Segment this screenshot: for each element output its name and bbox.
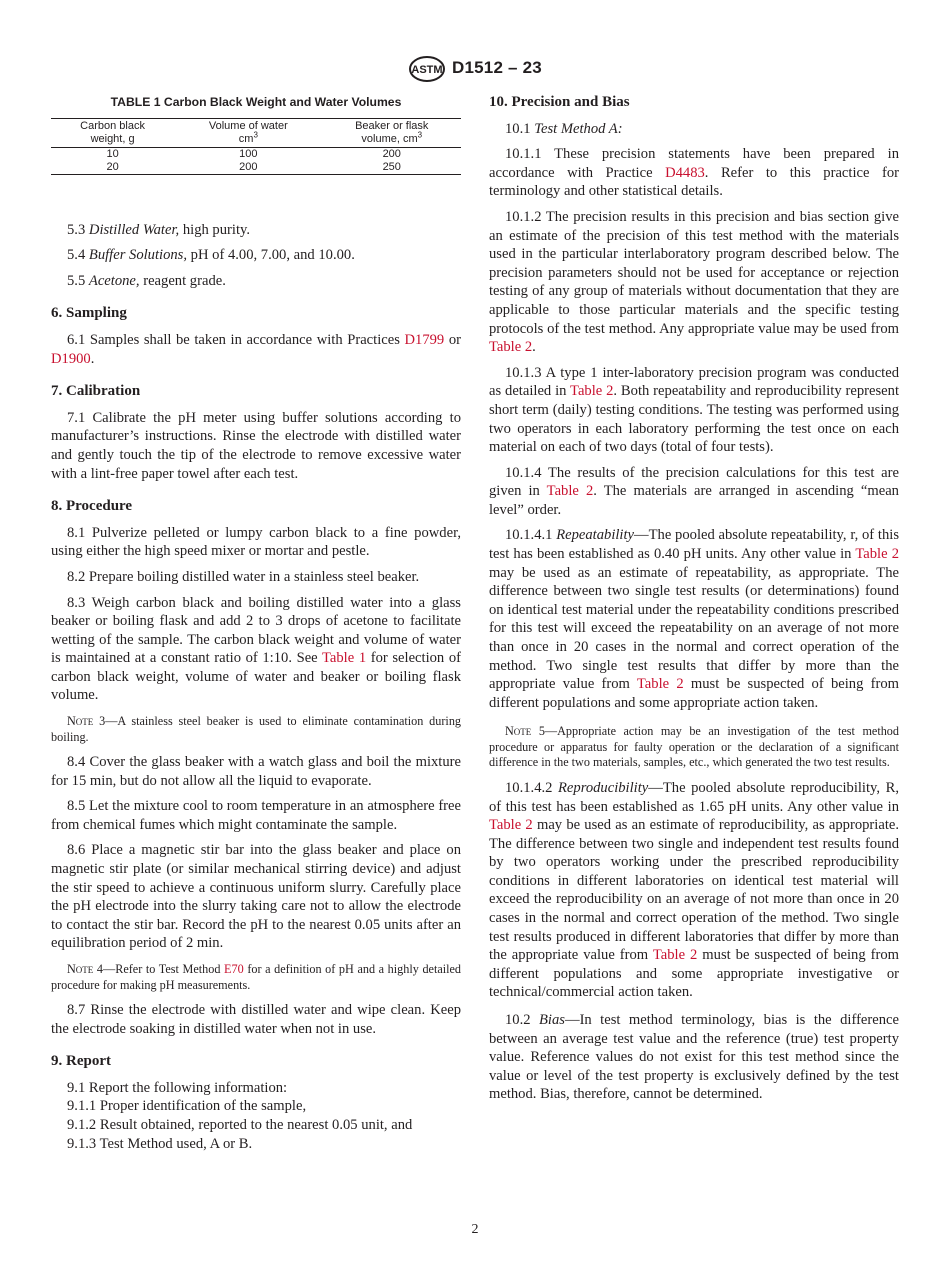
section-10-1-3: 10.1.3 A type 1 inter-laboratory precision program was conducted as detailed in Table 2. Both repeatability and reproducibility represent short term (daily) testing conditions. The testing was performed using two operators in each laboratory performing the test once on each material on each of two days (total of four tests). — [489, 364, 899, 456]
section-10-1: 10.1 Test Method A: — [505, 120, 623, 137]
section-8-2: 8.2 Prepare boiling distilled water in a stainless steel beaker. — [67, 568, 420, 585]
link-table-2[interactable]: Table 2 — [636, 676, 684, 693]
astm-logo-icon — [408, 56, 446, 82]
link-d4483[interactable]: D4483 — [665, 164, 705, 181]
page-header — [0, 56, 950, 84]
link-table-2[interactable]: Table 2 — [855, 546, 900, 563]
section-5-3: 5.3 Distilled Water, high purity. — [67, 221, 250, 238]
report-list — [51, 1079, 461, 1153]
section-10-1-4: 10.1.4 The results of the precision calculations for this test are given in Table 2. The materials are arranged in ascending “mean level” order. — [489, 464, 899, 518]
table-cell: 250 — [382, 160, 401, 173]
section-10-1-4-2: 10.1.4.2 Reproducibility—The pooled absolute reproducibility, R, of this test has been established as 1.65 pH units. Any other value in Table 2 may be used as an estimate of reproducibility, as appropriate. The difference between two single and independent test results found by two operators working under the prescribed reproducibility conditions in different laboratories on identical test material will exceed the reproducibility on an average of not more than once in 20 cases in the normal and correct operation of the method. Two single test results produced in different laboratories that differ by more than the appropriate value from Table 2 must be suspected of being from different populations and some appropriate investigative or technical/commercial action taken. — [489, 779, 900, 1001]
section-5-4: 5.4 Buffer Solutions, pH of 4.00, 7.00, and 10.00. — [67, 247, 355, 264]
note-5: Note 5—Appropriate action may be an investigation of the test method procedure or apparatus for faulty operation or the declaration of a significant difference in the two materials, samples, etc., which generated the two test results. — [489, 724, 899, 770]
link-table-2[interactable]: Table 2 — [489, 817, 533, 834]
heading-report: 9. Report — [51, 1053, 111, 1070]
note-3: Note 3—A stainless steel beaker is used to eliminate contamination during boiling. — [51, 714, 462, 744]
link-d1900[interactable]: D1900 — [51, 350, 91, 367]
link-table-1[interactable]: Table 1 — [322, 650, 367, 667]
section-8-3: 8.3 Weigh carbon black and boiling distilled water into a glass beaker or boiling flask and add 2 to 3 drops of acetone to facilitate wetting of the sample. The carbon black weight and volume of water is maintained at a constant ratio of 1:10. See Table 1 for selection of carbon black weight, volume of water and beaker or boiling flask volume. — [51, 594, 461, 704]
section-8-7: 8.7 Rinse the electrode with distilled water and wipe clean. Keep the electrode soaking in distilled water when not in use. — [51, 1002, 461, 1037]
table-row — [51, 161, 461, 175]
heading-precision-bias: 10. Precision and Bias — [489, 94, 630, 110]
table1 — [51, 118, 461, 175]
section-5-5: 5.5 Acetone, reagent grade. — [67, 272, 226, 289]
section-6-1: 6.1 Samples shall be taken in accordance with Practices D1799 or D1900. — [51, 331, 461, 367]
table-cell: 200 — [382, 147, 401, 160]
note-4: Note 4—Refer to Test Method E70 for a definition of pH and a highly detailed procedure for making pH measurements. — [51, 962, 462, 992]
section-9-1-2: 9.1.2 Result obtained, reported to the nearest 0.05 unit, and — [67, 1116, 413, 1133]
section-9-1-3: 9.1.3 Test Method used, A or B. — [67, 1135, 253, 1152]
section-10-1-2: 10.1.2 The precision results in this precision and bias section give an estimate of the precision of this test method with the materials used in the particular interlaboratory program described below. The precision parameters should not be used for acceptance or rejection testing of any group of materials without documentation that they are applicable to those particular materials and the specific testing protocols of the test method. Any appropriate value may be used from Table 2. — [489, 208, 899, 356]
table1-header-1: Carbon black weight, g — [80, 119, 145, 145]
table1-header-3: Beaker or flask volume, $cm^3$ — [323, 118, 462, 147]
link-e70[interactable]: E70 — [224, 962, 244, 976]
section-9-1: 9.1 Report the following information: — [67, 1079, 288, 1096]
link-table-2[interactable]: Table 2 — [570, 383, 614, 400]
section-10-1-4-1: 10.1.4.1 Repeatability—The pooled absolute repeatability, r, of this test has been established as 0.40 pH units. Any other value in Table 2 may be used as an estimate of repeatability, as appropriate. The difference between two single test results (or determinations) found on identical test material under the repeatability conditions prescribed for this test will exceed the repeatability on an average of not more than once in 20 cases in the normal and correct operation of the method. Two single test results that differ by more than the appropriate value from Table 2 must be suspected of being from different populations and some appropriate action taken. — [489, 527, 900, 711]
section-8-5: 8.5 Let the mixture cool to room temperature in an atmosphere free from chemical fumes which might contaminate the sample. — [51, 798, 461, 833]
link-table-2[interactable]: Table 2 — [652, 947, 698, 964]
section-8-1: 8.1 Pulverize pelleted or lumpy carbon black to a fine powder, using either the high speed mixer or mortar and pestle. — [51, 524, 461, 560]
table1-title: TABLE 1 Carbon Black Weight and Water Volumes — [110, 95, 402, 109]
link-table-2[interactable]: Table 2 — [546, 483, 594, 500]
section-10-1-1: 10.1.1 These precision statements have been prepared in accordance with Practice D4483. Refer to this practice for terminology and other statistical details. — [489, 146, 899, 200]
section-8-4: 8.4 Cover the glass beaker with a watch glass and boil the mixture for 15 min, but do not allow all the liquid to evaporate. — [51, 754, 461, 789]
table-cell: 200 — [239, 160, 258, 173]
heading-sampling: 6. Sampling — [51, 305, 127, 322]
table1-header-2: Volume of water $cm^3$ — [208, 119, 288, 145]
table-cell: 10 — [106, 147, 119, 160]
right-column — [489, 93, 899, 1104]
link-table-2[interactable]: Table 2 — [489, 339, 533, 356]
left-column — [51, 93, 461, 1153]
section-7-1: 7.1 Calibrate the pH meter using buffer solutions according to manufacturer’s instructions. Rinse the electrode with distilled water and gently touch the tip of the electrode to remove excessive water with a lint-free paper towel after each test. — [51, 409, 461, 482]
table-cell: 100 — [239, 147, 258, 160]
page-number: 2 — [471, 1222, 479, 1237]
heading-calibration: 7. Calibration — [51, 383, 141, 400]
section-9-1-1: 9.1.1 Proper identification of the sample, — [67, 1098, 307, 1115]
table-row — [51, 147, 461, 161]
section-8-6: 8.6 Place a magnetic stir bar into the glass beaker and place on magnetic stir plate (or similar mechanical stirring device) and adjust the stir speed to achieve a continuous uniform slurry. Carefully place the pH electrode into the slurry taking care not to allow the electrode to contact the stir bar. Record the pH to the nearest 0.05 units after an equilibration period of 2 min. — [51, 842, 461, 952]
document-designation: D1512 – 23 — [452, 58, 542, 77]
section-10-2: 10.2 Bias—In test method terminology, bias is the difference between an average test value and the reference (true) test property value. Reference values do not exist for this test method since the value or level of the test property is exclusively defined by the test method. Bias, therefore, cannot be determined. — [489, 1012, 899, 1103]
table-cell: 20 — [106, 160, 119, 173]
svg-text:ASTM: ASTM — [411, 64, 443, 76]
heading-procedure: 8. Procedure — [51, 498, 133, 515]
link-d1799[interactable]: D1799 — [404, 331, 445, 348]
